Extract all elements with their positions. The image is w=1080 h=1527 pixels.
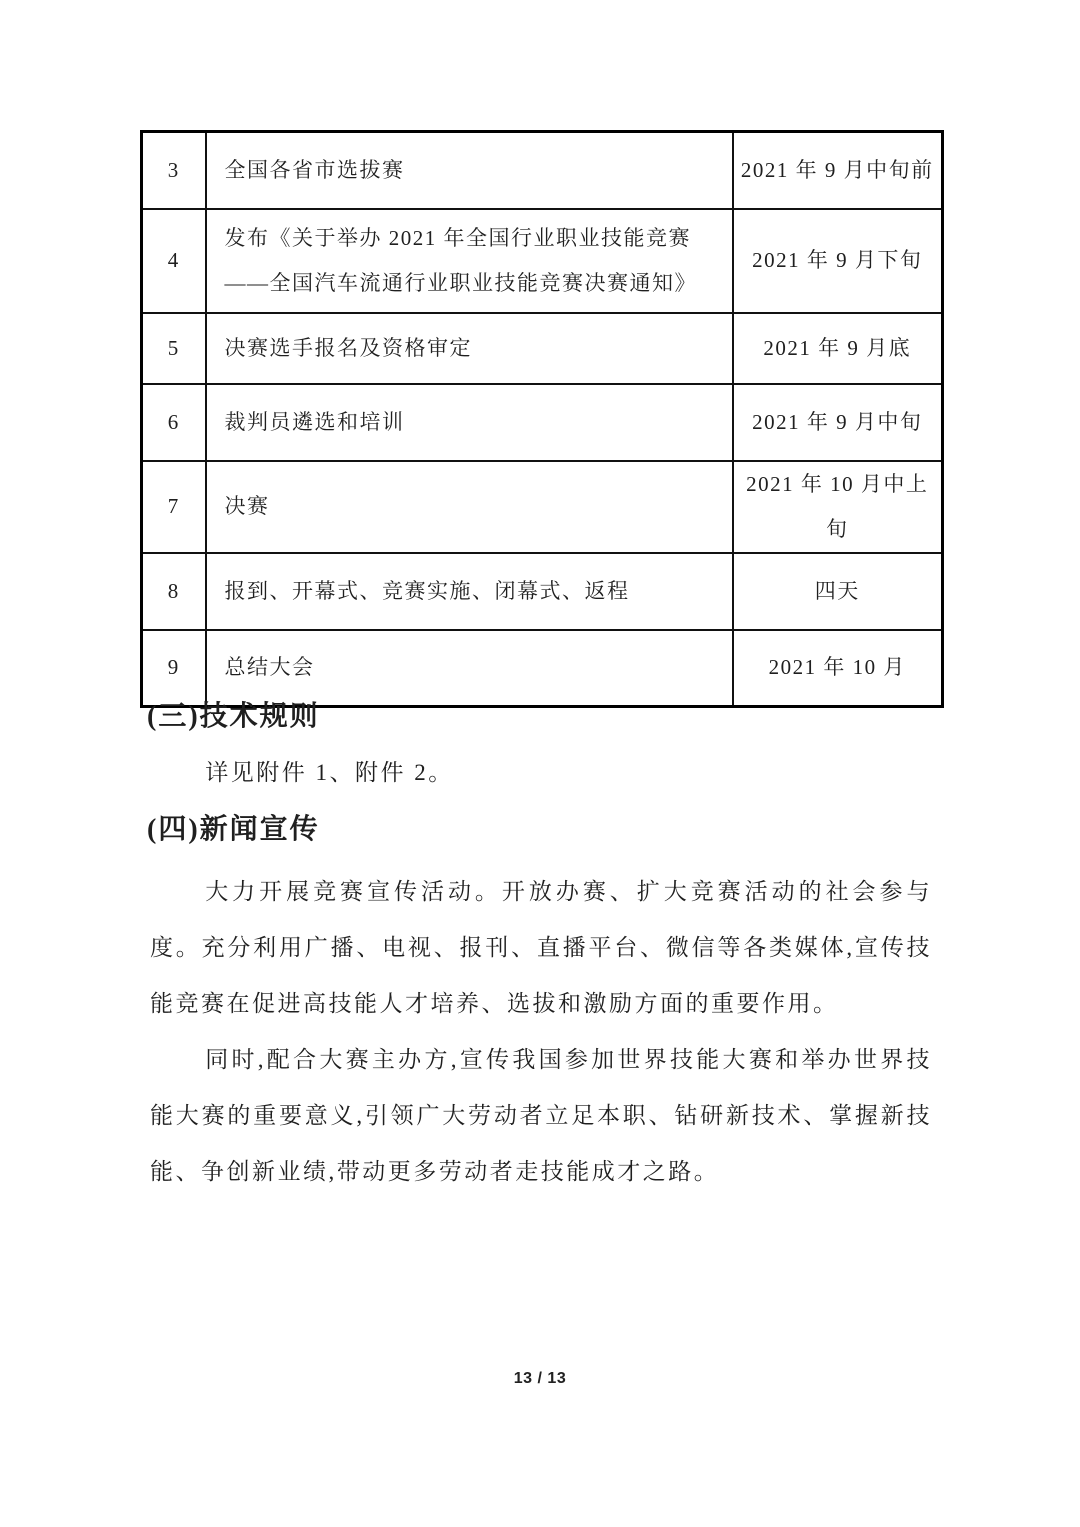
table-row	[142, 132, 943, 209]
paragraph-attachments: 详见附件 1、附件 2。	[205, 760, 454, 785]
time-cell: 2021 年 9 月中旬	[733, 384, 943, 461]
row-number-cell: 9	[142, 630, 206, 707]
row-number-cell: 5	[142, 313, 206, 384]
time-cell: 2021 年 10 月中上旬	[733, 461, 943, 553]
task-cell: 裁判员遴选和培训	[206, 384, 733, 461]
table-row	[142, 553, 943, 630]
table-row	[142, 630, 943, 707]
task-cell: 全国各省市选拔赛	[206, 132, 733, 209]
row-number-cell: 4	[142, 209, 206, 313]
paragraph-publicity-2: 同时,配合大赛主办方,宣传我国参加世界技能大赛和举办世界技能大赛的重要意义,引领广大劳动者立足本职、钻研新技术、掌握新技能、争创新业绩,带动更多劳动者走技能成才之路。	[150, 1047, 932, 1184]
task-cell: 总结大会	[206, 630, 733, 707]
row-number-cell: 7	[142, 461, 206, 553]
time-cell: 2021 年 10 月	[733, 630, 943, 707]
section-heading-news-publicity: (四)新闻宣传	[147, 814, 320, 845]
time-cell: 四天	[733, 553, 943, 630]
task-cell: 决赛	[206, 461, 733, 553]
paragraph-publicity-1: 大力开展竞赛宣传活动。开放办赛、扩大竞赛活动的社会参与度。充分利用广播、电视、报刊、直播平台、微信等各类媒体,宣传技能竞赛在促进高技能人才培养、选拔和激励方面的重要作用。	[150, 879, 932, 1016]
row-number-cell: 6	[142, 384, 206, 461]
table-row	[142, 313, 943, 384]
table-row	[142, 209, 943, 313]
section-heading-technical-rules: (三)技术规则	[147, 701, 320, 732]
time-cell: 2021 年 9 月中旬前	[733, 132, 943, 209]
page-number: 13 / 13	[513, 1370, 567, 1387]
time-cell: 2021 年 9 月下旬	[733, 209, 943, 313]
schedule-table	[140, 130, 944, 708]
task-cell: 发布《关于举办 2021 年全国行业职业技能竞赛——全国汽车流通行业职业技能竞赛决赛通知》	[206, 209, 733, 313]
time-cell: 2021 年 9 月底	[733, 313, 943, 384]
table-row	[142, 461, 943, 553]
table-row	[142, 384, 943, 461]
task-cell: 报到、开幕式、竞赛实施、闭幕式、返程	[206, 553, 733, 630]
row-number-cell: 3	[142, 132, 206, 209]
task-cell: 决赛选手报名及资格审定	[206, 313, 733, 384]
row-number-cell: 8	[142, 553, 206, 630]
